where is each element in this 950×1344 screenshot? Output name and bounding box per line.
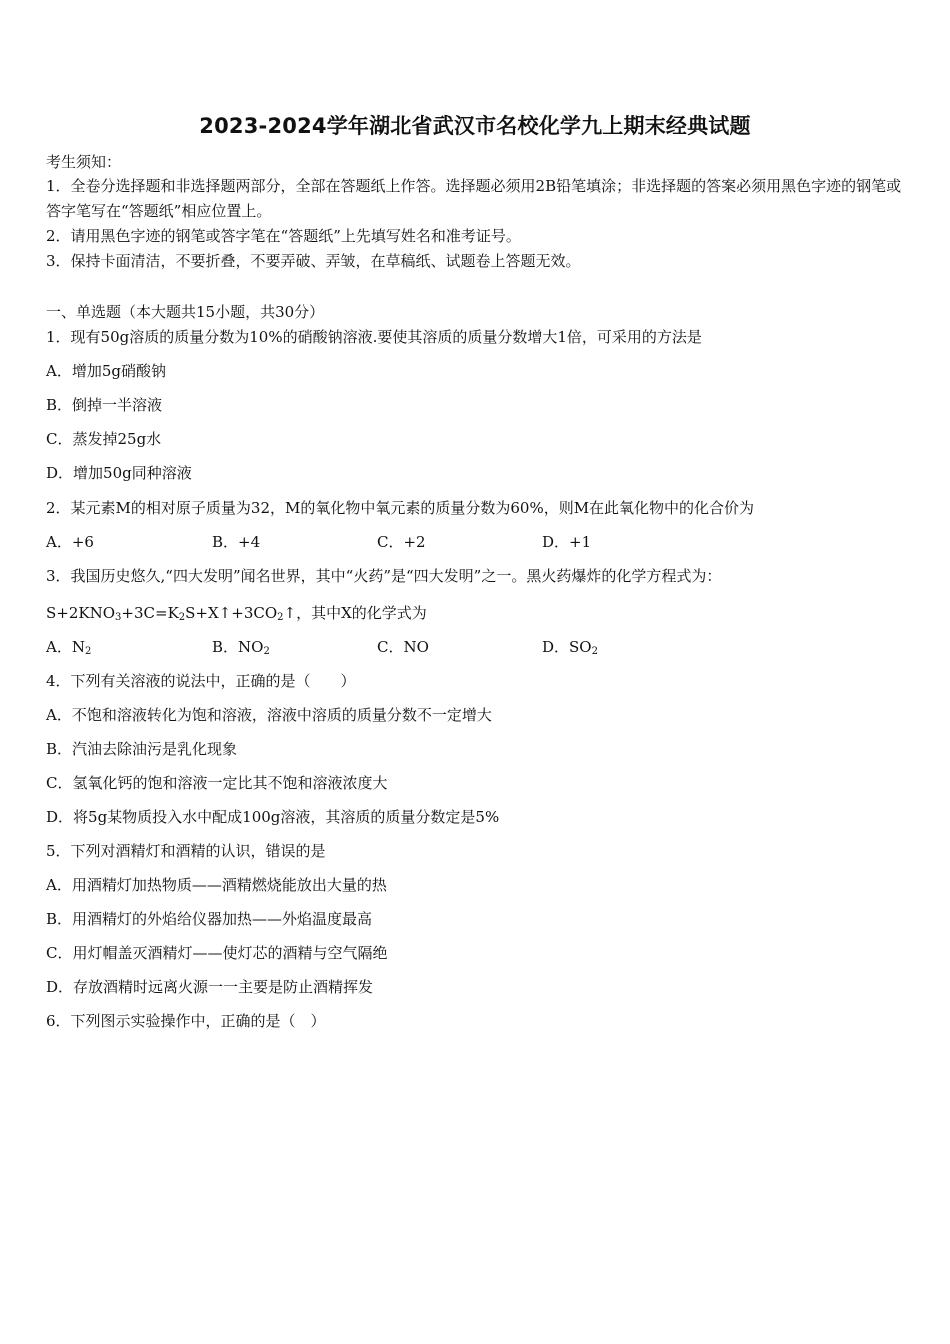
question-4-stem: 4．下列有关溶液的说法中，正确的是（ ） xyxy=(46,672,356,690)
question-4-option-b: B．汽油去除油污是乳化现象 xyxy=(46,740,238,758)
question-1-option-a: A．增加5g硝酸钠 xyxy=(46,362,166,380)
question-3-option-c: C．NO xyxy=(377,638,429,656)
question-1-option-c: C．蒸发掉25g水 xyxy=(46,430,162,448)
notice-item-3: 3．保持卡面清洁，不要折叠，不要弄破、弄皱，在草稿纸、试题卷上答题无效。 xyxy=(46,252,581,270)
notice-item-2: 2．请用黑色字迹的钢笔或答字笔在“答题纸”上先填写姓名和准考证号。 xyxy=(46,227,521,245)
question-4-option-d: D．将5g某物质投入水中配成100g溶液，其溶质的质量分数定是5% xyxy=(46,808,500,826)
question-3-option-b: B．$NO_2$ xyxy=(212,638,270,657)
page-title: 2023-2024学年湖北省武汉市名校化学九上期末经典试题 xyxy=(199,114,751,138)
question-5-option-c: C．用灯帽盖灭酒精灯——使灯芯的酒精与空气隔绝 xyxy=(46,944,388,962)
question-3-stem: 3．我国历史悠久,“四大发明”闻名世界，其中“火药”是“四大发明”之一。黑火药爆炸的化学方程式为： xyxy=(46,567,722,585)
question-5-option-d: D．存放酒精时远离火源一一主要是防止酒精挥发 xyxy=(46,978,374,996)
question-2-option-b: B．+4 xyxy=(212,533,261,551)
question-3-option-a: A．$N_2$ xyxy=(46,638,92,657)
question-2-option-d: D．+1 xyxy=(542,533,592,551)
question-5-stem: 5．下列对酒精灯和酒精的认识，错误的是 xyxy=(46,842,326,860)
question-2-option-c: C．+2 xyxy=(377,533,426,551)
question-2-option-a: A．+6 xyxy=(46,533,94,551)
question-5-option-b: B．用酒精灯的外焰给仪器加热——外焰温度最高 xyxy=(46,910,373,928)
question-4-option-a: A．不饱和溶液转化为饱和溶液，溶液中溶质的质量分数不一定增大 xyxy=(46,706,492,724)
question-6-stem: 6．下列图示实验操作中，正确的是（ ） xyxy=(46,1012,326,1030)
section-heading: 一、单选题（本大题共15小题，共30分） xyxy=(46,303,325,321)
notice-heading: 考生须知： xyxy=(46,153,122,171)
question-2-stem: 2．某元素M的相对原子质量为32，M的氧化物中氧元素的质量分数为60%，则M在此氧化物中的化合价为 xyxy=(46,499,755,517)
question-1-option-d: D．增加50g同种溶液 xyxy=(46,464,192,482)
notice-item-1: 1．全卷分选择题和非选择题两部分，全部在答题纸上作答。选择题必须用2B铅笔填涂；非选择题的答案必须用黑色字迹的钢笔或答字笔写在“答题纸”相应位置上。 xyxy=(46,177,902,220)
question-1-stem: 1．现有50g溶质的质量分数为10%的硝酸钠溶液.要使其溶质的质量分数增大1倍，可采用的方法是 xyxy=(46,328,702,346)
question-1-option-b: B．倒掉一半溶液 xyxy=(46,396,163,414)
question-5-option-a: A．用酒精灯加热物质——酒精燃烧能放出大量的热 xyxy=(46,876,387,894)
question-4-option-c: C．氢氧化钙的饱和溶液一定比其不饱和溶液浓度大 xyxy=(46,774,388,792)
question-3-equation: $S+2KNO_3+3C=K_2S+X↑+3CO_2↑$，其中X的化学式为 xyxy=(46,604,427,623)
question-3-option-d: D．$SO_2$ xyxy=(542,638,598,657)
